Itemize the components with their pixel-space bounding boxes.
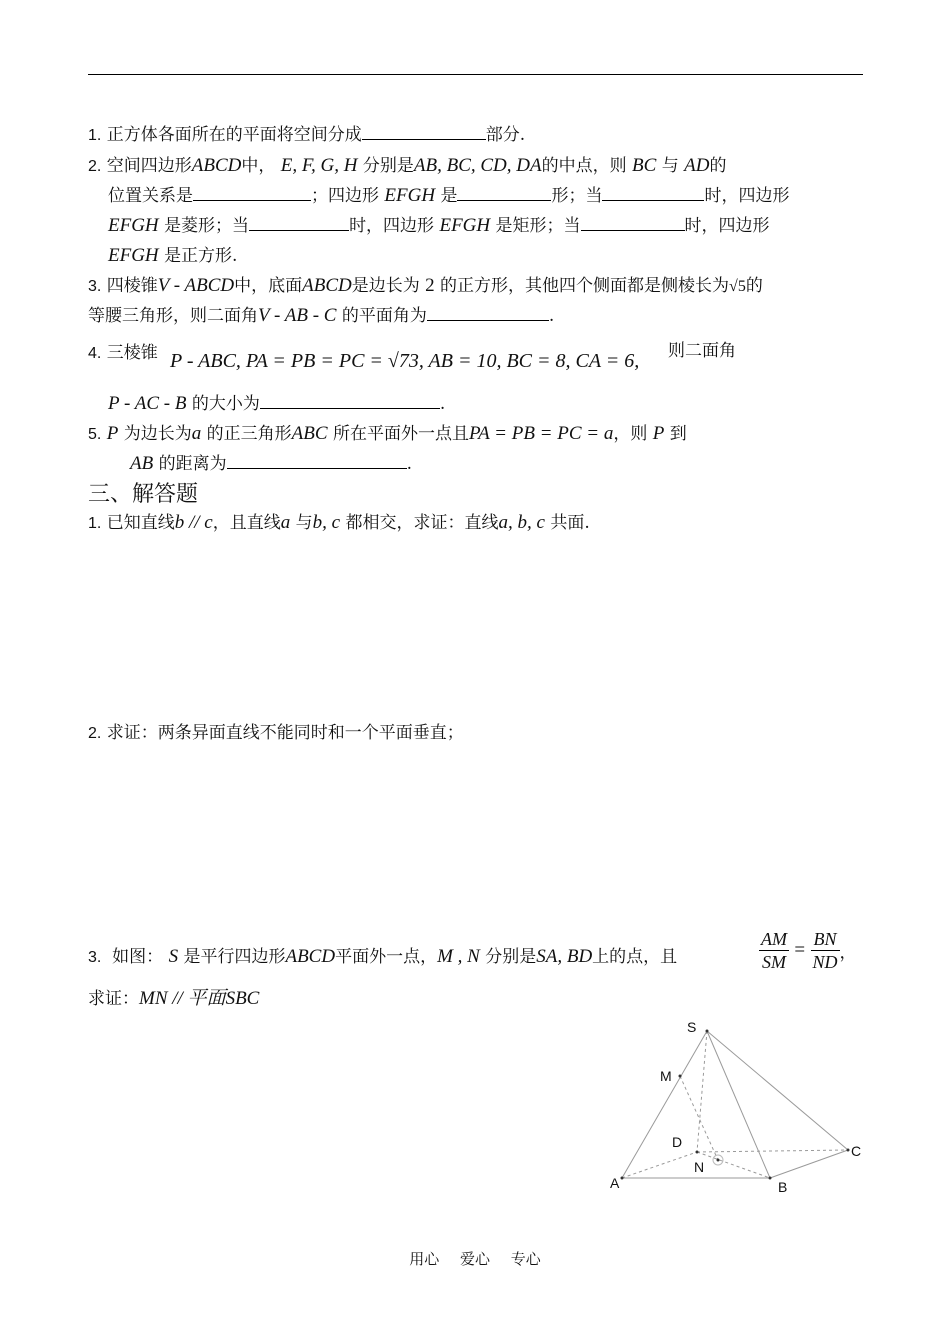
edge-bd — [697, 1152, 770, 1178]
point-c — [847, 1149, 850, 1152]
question-number: 2. — [88, 725, 102, 742]
answer-blank[interactable] — [457, 186, 551, 201]
point-n — [717, 1159, 720, 1162]
question-text: 空间四边形 — [106, 156, 192, 176]
math-expr: EFGH — [439, 215, 491, 236]
question-text: 是边长为 — [351, 276, 420, 296]
point-m — [679, 1075, 682, 1078]
math-expr: P — [106, 423, 119, 444]
question-number: 4. — [88, 345, 102, 362]
question-text: 的正方形，其他四个侧面都是侧棱长为 — [440, 276, 730, 296]
question-number: 2. — [88, 158, 102, 175]
question-text: 位置关系是 — [108, 186, 193, 206]
math-expr: SA, BD — [536, 946, 593, 967]
page-footer — [0, 1248, 950, 1269]
pyramid-figure — [600, 1010, 870, 1200]
question-text: 的 — [709, 156, 727, 176]
equals-sign: = — [794, 939, 806, 961]
fraction-bn-nd — [811, 928, 840, 973]
fill-question-4-line-1 — [88, 342, 158, 365]
question-text: 正方体各面所在的平面将空间分成 — [106, 125, 362, 145]
math-expr: a — [191, 423, 202, 444]
math-expr: P - AC - B — [108, 393, 187, 414]
label-n: N — [694, 1159, 705, 1175]
question-number: 3. — [88, 949, 102, 966]
math-expr: ABC — [291, 423, 328, 444]
question-text: 的正三角形 — [206, 424, 292, 444]
math-expr: AB — [130, 453, 154, 474]
math-expr: V - ABCD — [157, 275, 235, 296]
question-text: 与 — [295, 513, 313, 533]
label-b: B — [778, 1179, 788, 1195]
question-text: 是正方形. — [164, 246, 238, 266]
solve-question-2 — [88, 722, 464, 745]
label-s: S — [687, 1019, 697, 1035]
question-text: 时，四边形 — [349, 216, 435, 236]
question-text: 上的点，且 — [592, 947, 678, 967]
math-expr: EFGH — [108, 245, 159, 266]
question-text: 共面. — [550, 513, 590, 533]
answer-blank[interactable] — [249, 216, 349, 231]
fill-question-2-line-1 — [88, 155, 726, 178]
denominator: ND — [812, 952, 838, 972]
math-expr: PA = PB = PC = a — [468, 423, 614, 444]
edge-sd — [697, 1031, 707, 1152]
numerator: BN — [811, 928, 840, 951]
ratio-equation — [759, 928, 857, 973]
label-c: C — [851, 1143, 862, 1159]
answer-blank[interactable] — [260, 394, 440, 409]
fill-question-5-line-2 — [130, 453, 412, 475]
edge-ad — [622, 1152, 697, 1178]
question-text: 的 — [745, 276, 763, 296]
question-text: 求证：两条异面直线不能同时和一个平面垂直； — [106, 723, 464, 743]
fill-question-4-expr — [170, 349, 639, 372]
question-text: 分别是 — [362, 156, 414, 176]
question-number: 3. — [88, 278, 102, 295]
question-text: ，则 — [613, 424, 648, 444]
question-text: 的中点，则 — [541, 156, 627, 176]
question-text: 的距离为 — [158, 454, 227, 474]
point-b — [769, 1177, 772, 1180]
math-expr: E, F, G, H — [280, 155, 358, 176]
answer-blank[interactable] — [362, 125, 486, 140]
label-d: D — [672, 1134, 683, 1150]
label-a: A — [610, 1175, 620, 1191]
question-text: 时，四边形 — [704, 186, 790, 206]
math-expr: √5 — [729, 278, 746, 295]
label-m: M — [660, 1068, 672, 1084]
question-text: 都相交，求证：直线 — [345, 513, 499, 533]
question-text: 部分. — [485, 125, 526, 145]
question-text: 是 — [440, 186, 458, 206]
question-text: 时，四边形 — [684, 216, 770, 236]
math-expr: S — [168, 946, 179, 967]
denominator: SM — [762, 952, 786, 972]
answer-blank[interactable] — [227, 454, 407, 469]
math-expr: BC — [632, 155, 657, 176]
math-expr: P — [652, 423, 665, 444]
question-text: 是平行四边形 — [183, 947, 286, 967]
math-expr: ABCD — [302, 275, 352, 296]
question-text: 是菱形；当 — [164, 216, 250, 236]
question-text: 为边长为 — [123, 424, 192, 444]
question-number: 1. — [88, 515, 102, 532]
question-text: 求证： — [88, 989, 139, 1009]
question-text: ；四边形 — [311, 186, 379, 206]
solve-question-1 — [88, 512, 590, 535]
fill-question-4-line-2 — [108, 393, 445, 415]
footer-text: 专心 — [510, 1250, 541, 1268]
solve-question-3-line-2 — [88, 988, 259, 1010]
answer-blank[interactable] — [602, 186, 704, 201]
edge-bc — [770, 1150, 848, 1178]
solve-question-3-line-1 — [88, 942, 677, 973]
question-text: . — [406, 454, 413, 474]
fill-question-5-line-1 — [88, 423, 687, 446]
fill-question-1 — [88, 124, 525, 147]
math-expr: M , N — [437, 946, 480, 967]
math-expr: b, c — [312, 512, 341, 533]
numerator: AM — [761, 929, 787, 949]
question-text: 三棱锥 — [106, 343, 158, 363]
header-rule — [88, 74, 863, 75]
math-expr: 2 — [425, 275, 435, 296]
fraction-am-sm — [759, 928, 789, 973]
question-text: 的平面角为 — [341, 306, 427, 326]
math-expr: a — [280, 512, 291, 533]
question-text: 中， — [241, 156, 276, 176]
point-d — [696, 1151, 699, 1154]
section-title: 三、解答题 — [88, 482, 199, 507]
question-text: 等腰三角形，则二面角 — [88, 306, 258, 326]
math-expr: ABCD — [191, 155, 242, 176]
footer-text: 爱心 — [459, 1250, 490, 1268]
question-text: 的大小为 — [191, 394, 260, 414]
answer-blank[interactable] — [427, 306, 549, 321]
segment-mn — [680, 1076, 718, 1160]
fill-question-4-tail — [668, 340, 736, 362]
edge-dc — [697, 1150, 848, 1152]
math-expr: MN // 平面 — [139, 988, 226, 1009]
question-text: 是矩形；当 — [495, 216, 581, 236]
math-expr: ABCD — [285, 946, 336, 967]
footer-text: 用心 — [409, 1250, 440, 1268]
point-a — [621, 1177, 624, 1180]
math-expr: b // c — [174, 512, 213, 533]
question-text: 分别是 — [485, 947, 537, 967]
edge-sa — [622, 1031, 707, 1178]
fill-question-2-line-2 — [108, 185, 789, 207]
question-text: ， — [839, 943, 857, 963]
math-expr: V - AB - C — [258, 305, 337, 326]
fill-question-3-line-1 — [88, 275, 763, 298]
math-expr: EFGH — [108, 215, 159, 236]
math-expr: a, b, c — [498, 512, 545, 533]
point-s — [706, 1030, 709, 1033]
question-text: 与 — [661, 156, 679, 176]
edge-sc — [707, 1031, 848, 1150]
math-expr: SBC — [225, 988, 260, 1009]
question-text: 到 — [669, 424, 687, 444]
math-expr: AB, BC, CD, DA — [413, 155, 542, 176]
question-text: 已知直线 — [106, 513, 175, 533]
fill-question-2-line-4 — [108, 245, 237, 267]
question-text: 如图： — [112, 947, 164, 967]
question-text: . — [548, 306, 555, 326]
question-text: 所在平面外一点且 — [332, 424, 469, 444]
question-number: 5. — [88, 426, 102, 443]
question-text: 中，底面 — [234, 276, 303, 296]
math-expr: EFGH — [384, 185, 436, 206]
fill-question-2-line-3 — [108, 215, 770, 237]
question-number: 1. — [88, 127, 102, 144]
question-text: ，且直线 — [212, 513, 281, 533]
question-text: 则二面角 — [668, 341, 736, 361]
question-text: 四棱锥 — [106, 276, 158, 296]
answer-blank[interactable] — [193, 186, 311, 201]
math-expr: P - ABC, PA = PB = PC = √73, AB = 10, BC = 8, CA = 6, — [170, 350, 640, 372]
math-expr: AD — [684, 155, 710, 176]
answer-blank[interactable] — [581, 216, 685, 231]
question-text: 形；当 — [551, 186, 603, 206]
edge-sb — [707, 1031, 770, 1178]
fill-question-3-line-2 — [88, 305, 554, 327]
question-text: 平面外一点， — [335, 947, 438, 967]
question-text: . — [439, 394, 446, 414]
